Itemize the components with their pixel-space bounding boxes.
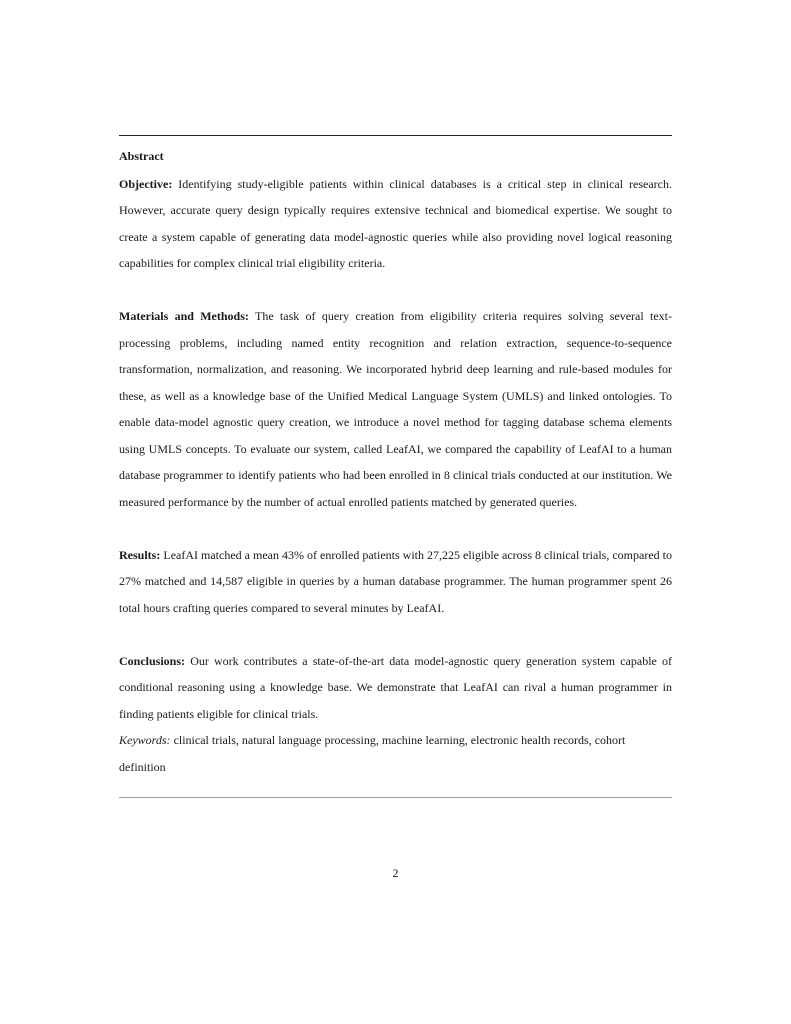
methods-text: The task of query creation from eligibility criteria requires solving several text-processing problems, including named entity recognition and relation extraction, sequence-to-sequence transformation, normalization, and reasoning. We incorporated hybrid deep learning and rule-based modules for these, as well as a knowledge base of the Unified Medical Language System (UMLS) and linked ontologies. To enable data-model agnostic query creation, we introduce a novel method for tagging database schema elements using UMLS concepts. To evaluate our system, called LeafAI, we compared the capability of LeafAI to a human database programmer to identify patients who had been enrolled in 8 clinical trials conducted at our institution. We measured performance by the number of actual enrolled patients matched by generated queries. — [119, 309, 672, 509]
results-section — [119, 542, 672, 622]
methods-label: Materials and Methods: — [119, 309, 249, 323]
abstract-block — [119, 143, 672, 780]
methods-section — [119, 303, 672, 515]
top-rule — [119, 135, 672, 136]
results-label: Results: — [119, 547, 161, 562]
abstract-heading: Abstract — [119, 149, 164, 163]
keywords-line — [119, 727, 672, 780]
page-number: 2 — [392, 866, 399, 880]
conclusions-label: Conclusions: — [119, 653, 186, 668]
objective-section — [119, 171, 672, 277]
keywords-text: clinical trials, natural language processing, machine learning, electronic health records, cohort definition — [119, 733, 626, 774]
objective-text: Identifying study-eligible patients within clinical databases is a critical step in clinical research. However, accurate query design typically requires extensive technical and biomedical expertise. We sought to create a system capable of generating data model-agnostic queries while also providing novel logical reasoning capabilities for complex clinical trial eligibility criteria. — [119, 176, 672, 270]
results-text: LeafAI matched a mean 43% of enrolled patients with 27,225 eligible across 8 clinical trials, compared to 27% matched and 14,587 eligible in queries by a human database programmer. The human programmer spent 26 total hours crafting queries compared to several minutes by LeafAI. — [119, 547, 673, 615]
objective-label: Objective: — [119, 176, 173, 191]
conclusions-section — [119, 648, 672, 728]
conclusions-text: Our work contributes a state-of-the-art data model-agnostic query generation system capable of conditional reasoning using a knowledge base. We demonstrate that LeafAI can rival a human programmer in finding patients eligible for clinical trials. — [119, 653, 672, 721]
keywords-label: Keywords: — [119, 733, 171, 747]
bottom-rule — [119, 797, 672, 798]
